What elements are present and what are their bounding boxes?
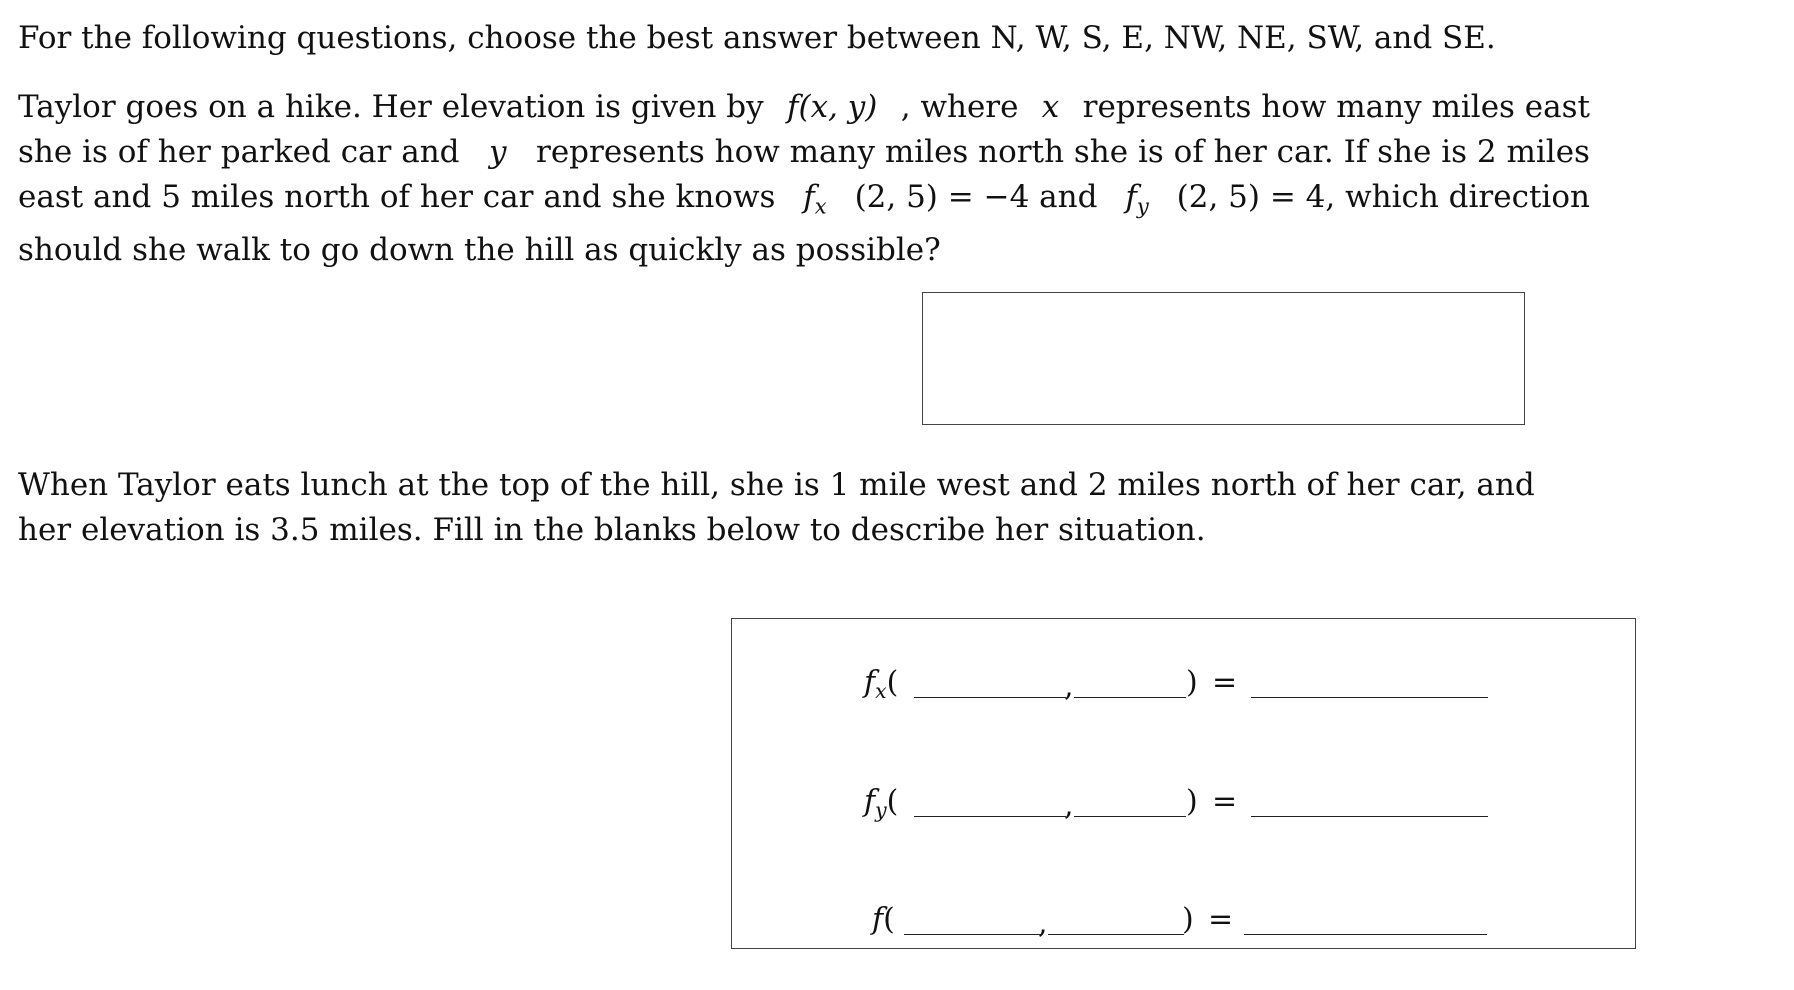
direction-answer-input[interactable] xyxy=(922,292,1525,425)
fx-value-blank[interactable] xyxy=(1251,671,1488,698)
fy-y-blank[interactable] xyxy=(1074,790,1186,817)
variable-y: y xyxy=(489,134,507,170)
partial-fy: f xyxy=(1125,179,1137,215)
fx-func: f xyxy=(864,665,876,700)
f-y-blank[interactable] xyxy=(1048,908,1184,935)
fill-in-blanks-box: $f_x$( , ) = $f_y$( , ) = f( , ) = xyxy=(731,618,1636,949)
question-1-text xyxy=(18,85,1590,273)
question-1-line-4: should she walk to go down the hill as quickly as possible? xyxy=(18,232,941,269)
fy-x-blank[interactable] xyxy=(914,790,1066,817)
fy-value-blank[interactable] xyxy=(1251,790,1488,817)
question-2-line-2: her elevation is 3.5 miles. Fill in the blanks below to describe her situation. xyxy=(18,512,1206,548)
f-x-blank[interactable] xyxy=(904,908,1042,935)
fx-y-blank[interactable] xyxy=(1074,671,1186,698)
f-value-blank[interactable] xyxy=(1244,908,1487,935)
question-1-line-1: Taylor goes on a hike. Her elevation is given by f(x, y) , where x represents how many miles east xyxy=(18,85,1590,130)
function-f: f xyxy=(787,89,799,125)
question-2-text xyxy=(18,463,1535,553)
question-2-line-1: When Taylor eats lunch at the top of the hill, she is 1 mile west and 2 miles north of her car, and xyxy=(18,467,1535,503)
instructions-text: For the following questions, choose the best answer between N, W, S, E, NW, NE, SW, and SE. xyxy=(18,20,1496,56)
f-func: f xyxy=(872,902,884,937)
question-1-line-2: she is of her parked car and y represents how many miles north she is of her car. If she is 2 miles xyxy=(18,130,1590,175)
function-args: (x, y) xyxy=(798,89,878,125)
variable-x: x xyxy=(1041,89,1060,125)
question-1-line-3: east and 5 miles north of her car and she knows $f_x$ (2, 5) = −4 and $f_y$ (2, 5) = 4, which direction xyxy=(18,179,1590,219)
partial-fx: f xyxy=(803,179,815,215)
fy-func: f xyxy=(864,784,876,819)
fx-x-blank[interactable] xyxy=(914,671,1066,698)
